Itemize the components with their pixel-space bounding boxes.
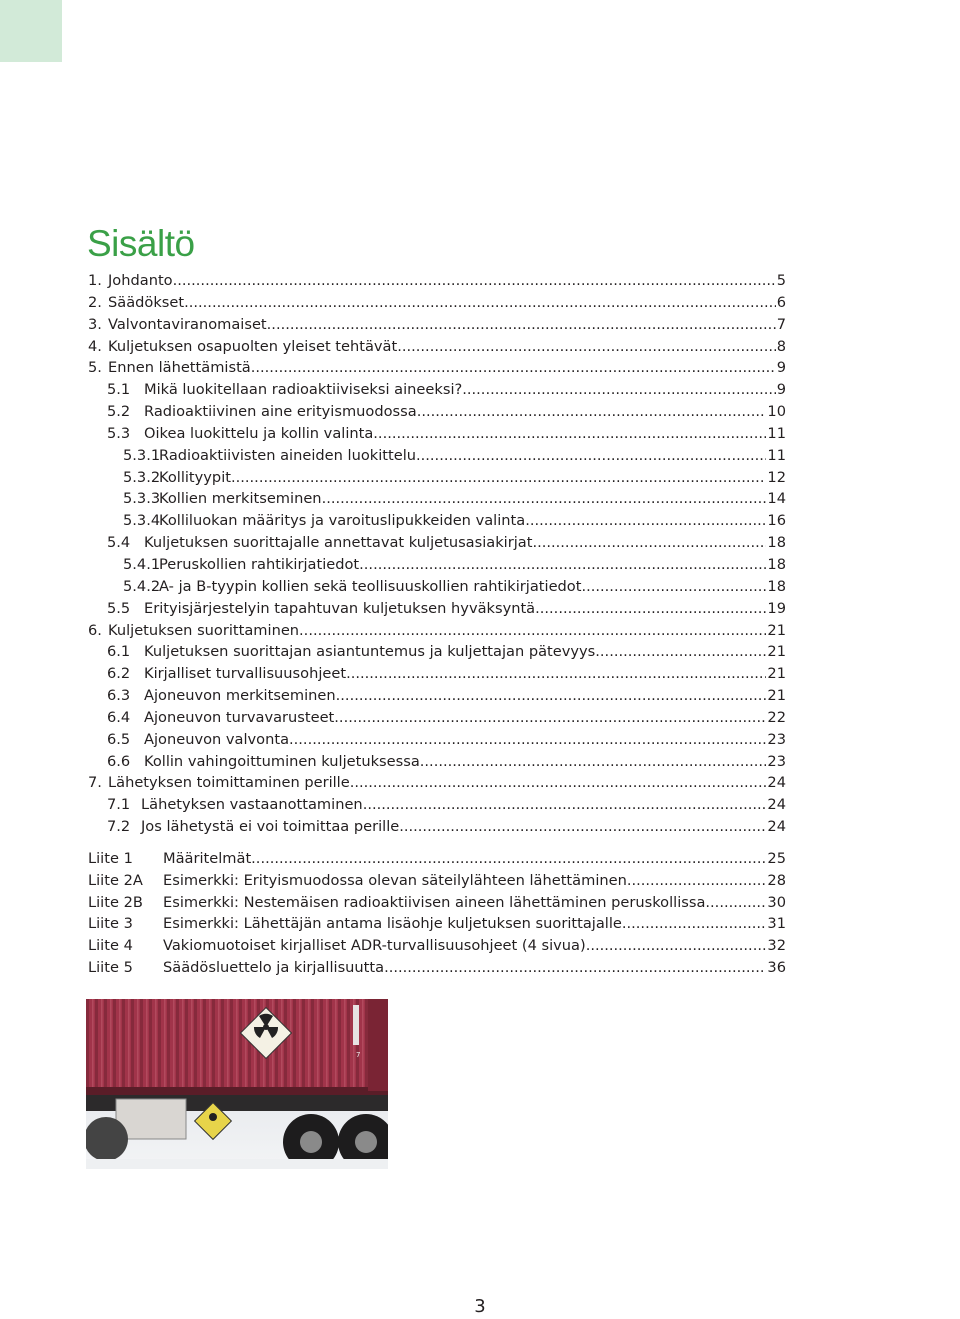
toc-entry-page: 22 [767,708,786,726]
toc-entry-page: 36 [767,959,786,977]
toc-entry[interactable] [88,641,786,663]
toc-appendix-list [88,848,786,979]
toc-entry-number: 6.3 [107,687,131,705]
toc-entry-title: Ajoneuvon merkitseminen [144,687,336,705]
toc-dot-leader [299,620,766,642]
toc-entry[interactable] [88,336,786,358]
toc-entry[interactable] [88,772,786,794]
toc-entry-number: Liite 2A [88,871,143,889]
toc-dot-leader [231,467,766,489]
toc-entry[interactable] [88,598,786,620]
toc-entry-number: 6.1 [107,643,131,661]
toc-entry-number: 5.4.2 [123,577,161,595]
toc-entry[interactable] [88,357,786,379]
toc-entry-number: 6. [88,621,102,639]
toc-entry-number: Liite 4 [88,937,133,955]
toc-dot-leader [627,870,767,892]
toc-dot-leader [535,598,766,620]
toc-dot-leader [251,848,766,870]
toc-entry-page: 23 [767,752,786,770]
toc-dot-leader [525,510,766,532]
toc-entry-page: 21 [767,621,786,639]
toc-dot-leader [184,292,776,314]
toc-entry-page: 9 [776,381,786,399]
toc-entry-number: 7.1 [107,796,131,814]
toc-entry-page: 25 [767,849,786,867]
toc-entry-title: Ennen lähettämistä [108,359,251,377]
toc-entry-title: Peruskollien rahtikirjatiedot [159,555,360,573]
toc-entry-number: 6.5 [107,730,131,748]
toc-entry-number: Liite 1 [88,849,133,867]
toc-entry[interactable] [88,314,786,336]
toc-entry-page: 19 [767,599,786,617]
toc-entry-title: Lähetyksen toimittaminen perille [108,774,350,792]
toc-entry[interactable] [88,423,786,445]
toc-dot-leader [710,892,766,914]
toc-entry[interactable] [88,270,786,292]
toc-entry-title: Radioaktiivisten aineiden luokittelu [159,446,416,464]
toc-entry-number: 1. [88,272,102,289]
toc-entry-page: 32 [767,937,786,955]
toc-entry-number: Liite 5 [88,959,133,977]
toc-entry[interactable] [88,379,786,401]
toc-entry[interactable] [88,620,786,642]
toc-entry-page: 16 [767,512,786,530]
toc-entry-title: Kuljetuksen suorittajalle annettavat kuljetusasiakirjat [144,534,533,552]
toc-entry-title: Erityisjärjestelyin tapahtuvan kuljetuksen hyväksyntä [144,599,536,617]
toc-entry-page: 23 [767,730,786,748]
toc-entry-title: Kuljetuksen suorittaminen [108,621,300,639]
toc-entry-title: Kollin vahingoittuminen kuljetuksessa [144,752,420,770]
toc-entry-title: Kollien merkitseminen [159,490,322,508]
toc-entry-page: 21 [767,687,786,705]
toc-entry-number: 5.3.4 [123,512,161,530]
corner-tab [0,0,62,62]
toc-entry-number: 5.3.1 [123,446,161,464]
toc-entry-title: Esimerkki: Lähettäjän antama lisäohje kuljetuksen suorittajalle [163,915,622,933]
toc-entry-title: Säädökset [108,293,185,311]
toc-entry-page: 9 [776,359,786,377]
toc-entry-number: 5.4.1 [123,555,161,573]
toc-entry-number: Liite 2B [88,893,143,911]
toc-entry-title: A- ja B-tyypin kollien sekä teollisuuskollien rahtikirjatiedot [159,577,582,595]
toc-entry-title: Kirjalliset turvallisuusohjeet [144,665,347,683]
toc-entry-page: 12 [767,468,786,486]
toc-entry-number: 5. [88,359,102,377]
toc-entry-title: Esimerkki: Erityismuodossa olevan säteilylähteen lähettäminen [163,871,627,889]
toc-dot-leader [397,336,775,358]
toc-dot-leader [173,270,776,292]
toc-dot-leader [462,379,775,401]
toc-entry-page: 10 [767,403,786,421]
toc-entry-number: 5.2 [107,403,131,421]
toc-entry[interactable] [88,892,786,914]
toc-entry-title: Kuljetuksen suorittajan asiantuntemus ja kuljettajan pätevyys [144,643,596,661]
toc-entry[interactable] [88,401,786,423]
toc-entry[interactable] [88,848,786,870]
toc-entry-number: 5.3.3 [123,490,161,508]
toc-entry-number: 6.6 [107,752,131,770]
toc-entry[interactable] [88,913,786,935]
toc-dot-leader [350,772,767,794]
toc-entry-number: 6.4 [107,708,131,726]
toc-entry-number: 5.4 [107,534,131,552]
toc-dot-leader [581,576,766,598]
toc-entry[interactable] [88,532,786,554]
toc-entry[interactable] [88,816,786,838]
toc-entry-page: 24 [767,774,786,792]
toc-entry-page: 18 [767,577,786,595]
toc-entry-title: Radioaktiivinen aine erityismuodossa [144,403,417,421]
toc-entry-title: Esimerkki: Nestemäisen radioaktiivisen aineen lähettäminen peruskollissa. [163,893,711,911]
toc-dot-leader [399,816,766,838]
toc-entry[interactable] [88,292,786,314]
toc-entry[interactable] [88,729,786,751]
toc-entry[interactable] [88,794,786,816]
toc-entry[interactable] [88,751,786,773]
truck-photo-illustration [86,999,388,1169]
toc-entry[interactable] [88,935,786,957]
toc-entry[interactable] [88,467,786,489]
toc-entry-page: 11 [767,424,786,442]
toc-dot-leader [289,729,766,751]
toc-entry-page: 24 [767,796,786,814]
toc-entry-title: Säädösluettelo ja kirjallisuutta [163,959,385,977]
toc-dot-leader [359,554,766,576]
toc-entry-title: Lähetyksen vastaanottaminen [141,796,363,814]
toc-entry-page: 8 [776,337,786,355]
toc-entry-number: 5.3 [107,424,131,442]
toc-entry-number: 4. [88,337,102,355]
toc-entry-title: Ajoneuvon turvavarusteet [144,708,335,726]
toc-entry-number: 2. [88,293,102,311]
toc-entry-title: Kolliluokan määritys ja varoituslipukkeiden valinta [159,512,526,530]
toc-entry-title: Valvontaviranomaiset [108,315,267,333]
toc-entry-number: 5.3.2 [123,468,161,486]
toc-entry-page: 31 [767,915,786,933]
toc-entry[interactable] [88,445,786,467]
toc-dot-leader [384,957,766,979]
toc-entry[interactable] [88,707,786,729]
toc-entry-number: 7.2 [107,818,131,836]
page-title: Sisältö [87,223,195,264]
toc-entry-title: Kollityypit [159,468,231,486]
toc-entry-page: 21 [767,643,786,661]
toc-dot-leader [595,641,766,663]
toc-dot-leader [416,445,766,467]
toc-entry-page: 14 [767,490,786,508]
toc-entry[interactable] [88,576,786,598]
toc-entry-title: Vakiomuotoiset kirjalliset ADR-turvallisuusohjeet (4 sivua) [163,937,586,955]
toc-dot-leader [322,488,767,510]
toc-dot-leader [334,707,766,729]
toc-dot-leader [336,685,767,707]
toc-entry-title: Ajoneuvon valvonta [144,730,290,748]
toc-dot-leader [420,751,767,773]
toc-entry-page: 6 [776,293,786,311]
toc-entry-number: Liite 3 [88,915,133,933]
toc-dot-leader [363,794,767,816]
toc-entry[interactable] [88,510,786,532]
truck-container-photo [86,999,388,1169]
toc-dot-leader [346,663,766,685]
toc-dot-leader [373,423,766,445]
toc-entry-page: 18 [767,534,786,552]
toc-entry-page: 11 [767,446,786,464]
toc-entry-page: 21 [767,665,786,683]
toc-entry-number: 3. [88,315,102,333]
toc-entry-number: 5.5 [107,599,131,617]
toc-entry-title: Jos lähetystä ei voi toimittaa perille [141,818,400,836]
toc-entry-page: 7 [776,315,786,333]
toc-entry-title: Määritelmät [163,849,252,867]
toc-entry-page: 24 [767,818,786,836]
toc-dot-leader [622,913,767,935]
toc-entry[interactable] [88,488,786,510]
page-number: 3 [474,1296,486,1317]
toc-entry-title: Mikä luokitellaan radioaktiiviseksi aineeksi? [144,381,463,399]
toc-entry[interactable] [88,685,786,707]
toc-dot-leader [532,532,766,554]
toc-entry-page: 5 [776,272,786,289]
toc-entry-page: 18 [767,555,786,573]
toc-entry-number: 7. [88,774,102,792]
toc-entry-number: 5.1 [107,381,131,399]
toc-entry-page: 28 [767,871,786,889]
toc-dot-leader [251,357,776,379]
toc-dot-leader [267,314,776,336]
toc-entry[interactable] [88,554,786,576]
container-marking-text: 7 [356,1051,361,1059]
toc-entry-page: 30 [767,893,786,911]
toc-main-list [88,270,786,838]
toc-dot-leader [586,935,767,957]
toc-dot-leader [417,401,767,423]
toc-entry-title: Kuljetuksen osapuolten yleiset tehtävät [108,337,398,355]
toc-entry-title: Johdanto [108,272,173,289]
toc-entry[interactable] [88,663,786,685]
toc-entry[interactable] [88,870,786,892]
toc-entry-title: Oikea luokittelu ja kollin valinta [144,424,374,442]
table-of-contents [88,270,786,979]
toc-entry[interactable] [88,957,786,979]
toc-entry-number: 6.2 [107,665,131,683]
